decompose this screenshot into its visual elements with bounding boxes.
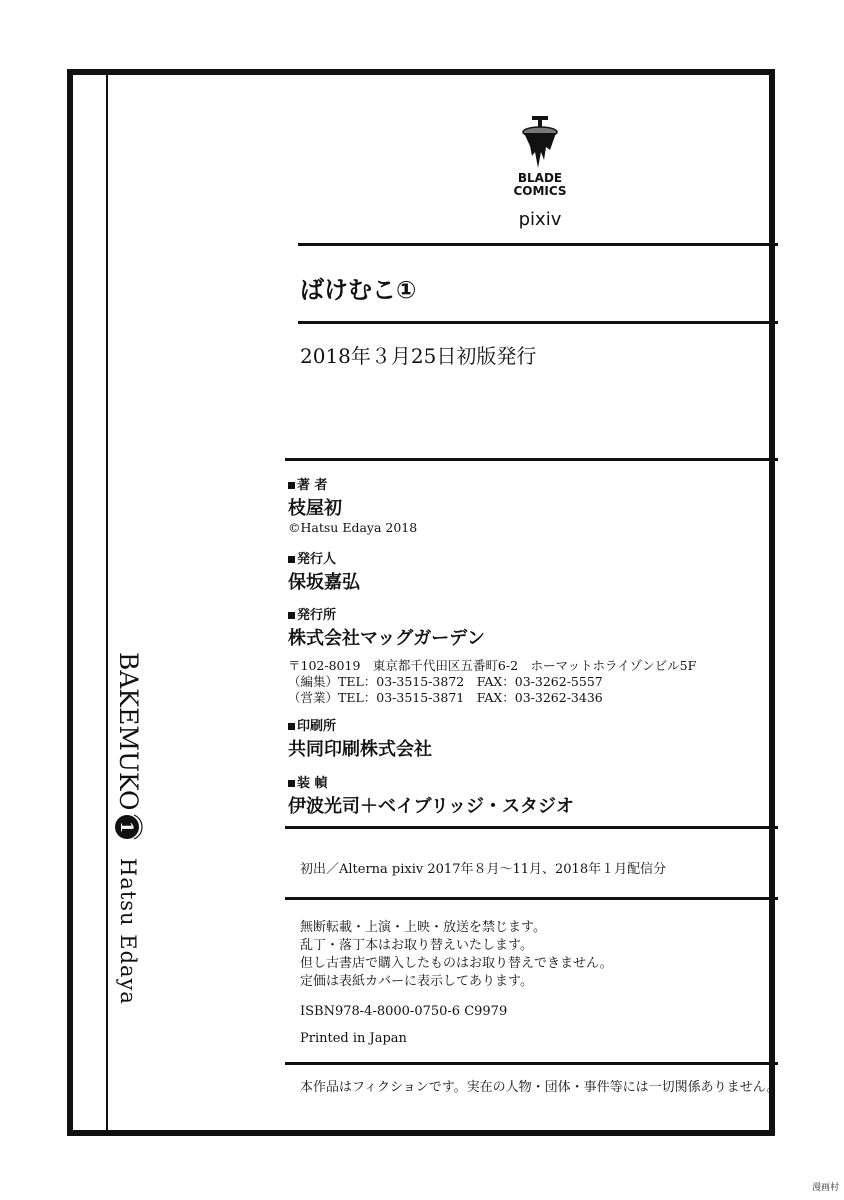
publisher-editorial-contact: （編集）TEL：03-3515-3872 FAX：03-3262-5557 bbox=[288, 674, 603, 689]
divider bbox=[285, 897, 778, 900]
fiction-notice: 本作品はフィクションです。実在の人物・団体・事件等には一切関係ありません。 bbox=[300, 1080, 780, 1095]
publisher-address: 〒102-8019 東京都千代田区五番町6-2 ホーマットホライゾンビル5F bbox=[288, 658, 697, 673]
isbn: ISBN978-4-8000-0750-6 C9979 bbox=[300, 1004, 508, 1019]
copyright: ©Hatsu Edaya 2018 bbox=[288, 520, 418, 535]
first-appearance: 初出／Alterna pixiv 2017年８月～11月、2018年１月配信分 bbox=[300, 862, 667, 877]
section-label-design: 装 幀 bbox=[288, 772, 328, 791]
divider bbox=[298, 321, 778, 324]
logo-brand-line1: BLADE bbox=[517, 171, 563, 185]
section-label-publisher: 発行所 bbox=[288, 604, 336, 623]
publisher-person-name: 保坂嘉弘 bbox=[288, 572, 360, 593]
spine-author: Hatsu Edaya bbox=[116, 858, 140, 1005]
printed-in: Printed in Japan bbox=[300, 1031, 407, 1046]
spine-volume-number: 1 bbox=[116, 821, 136, 833]
logo-brand-line2: COMICS bbox=[513, 184, 567, 198]
section-label-author: 著 者 bbox=[288, 474, 328, 493]
divider bbox=[285, 1062, 778, 1065]
notice-line: 但し古書店で購入したものはお取り替えできません。 bbox=[300, 956, 613, 971]
section-label-printer: 印刷所 bbox=[288, 715, 336, 734]
blade-logo-icon bbox=[500, 112, 580, 172]
bullet-square-icon bbox=[288, 556, 295, 563]
divider bbox=[285, 826, 778, 829]
design-credit: 伊波光司＋ベイブリッジ・スタジオ bbox=[288, 796, 575, 817]
divider bbox=[285, 458, 778, 461]
bullet-square-icon bbox=[288, 723, 295, 730]
section-label-publisher-person: 発行人 bbox=[288, 548, 336, 567]
publisher-sales-contact: （営業）TEL：03-3515-3871 FAX：03-3262-3436 bbox=[288, 690, 603, 705]
spine-divider bbox=[106, 75, 108, 1130]
logo-partner: pixiv bbox=[518, 209, 562, 230]
notice-line: 無断転載・上演・上映・放送を禁じます。 bbox=[300, 920, 546, 935]
divider bbox=[298, 243, 778, 246]
bullet-square-icon bbox=[288, 780, 295, 787]
blade-comics-logo bbox=[500, 112, 580, 232]
watermark: 漫画村 bbox=[812, 1183, 840, 1193]
bullet-square-icon bbox=[288, 482, 295, 489]
book-title: ばけむこ① bbox=[300, 276, 417, 304]
notice-line: 定価は表紙カバーに表示してあります。 bbox=[300, 974, 533, 989]
author-name: 枝屋初 bbox=[288, 498, 342, 519]
bullet-square-icon bbox=[288, 612, 295, 619]
spine-title: BAKEMUKO bbox=[114, 652, 143, 811]
publisher-name: 株式会社マッグガーデン bbox=[288, 628, 485, 649]
publish-date: 2018年３月25日初版発行 bbox=[300, 344, 537, 368]
spine-volume-badge bbox=[114, 810, 148, 844]
notice-line: 乱丁・落丁本はお取り替えいたします。 bbox=[300, 938, 533, 953]
printer-name: 共同印刷株式会社 bbox=[288, 739, 432, 760]
